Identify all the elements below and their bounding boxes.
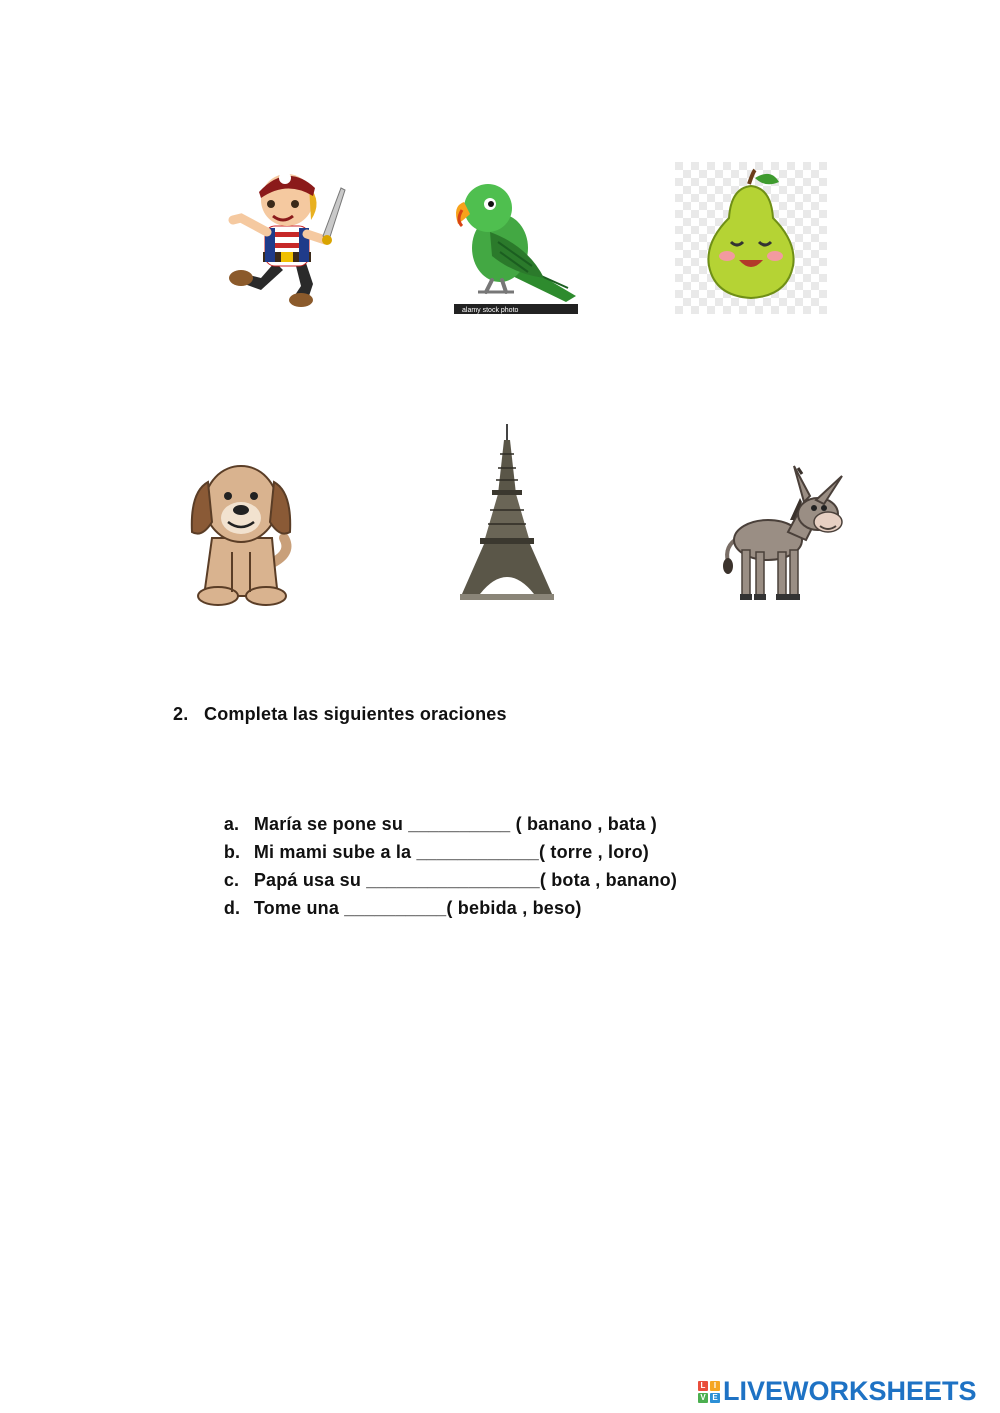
sentence-a: [203, 788, 677, 834]
eiffel-tower-image: [460, 424, 554, 602]
logo-letter-l: L: [698, 1381, 708, 1391]
pear-image: [675, 162, 827, 314]
logo-text: LIVEWORKSHEETS: [723, 1376, 977, 1406]
dog-illustration: [188, 452, 294, 606]
sentence-letter: d.: [223, 898, 241, 918]
donkey-illustration: [718, 462, 850, 602]
sentence-list: [203, 788, 678, 918]
pirate-illustration: [205, 150, 365, 310]
question-heading: [173, 704, 507, 725]
parrot-illustration: [448, 176, 580, 316]
sentence-text: Tome una __________( bebida , beso): [253, 898, 582, 918]
pear-illustration: [675, 162, 827, 314]
parrot-caption: alamy stock photo: [462, 307, 519, 314]
logo-letter-v: V: [698, 1393, 708, 1403]
sentence-letter: b.: [223, 842, 241, 862]
sentence-letter: a.: [223, 814, 240, 834]
logo-mark-icon: [698, 1381, 720, 1403]
donkey-image: [718, 462, 850, 602]
logo-letter-i: I: [710, 1381, 720, 1391]
dog-image: [188, 452, 294, 606]
liveworksheets-logo: [698, 1376, 977, 1407]
pirate-image: [205, 150, 365, 310]
sentence-text: Mi mami sube a la ____________( torre , loro): [253, 842, 649, 862]
question-number: 2.: [173, 704, 189, 724]
eiffel-tower-illustration: [460, 424, 554, 602]
parrot-image: [448, 176, 580, 316]
question-title: Completa las siguientes oraciones: [204, 704, 507, 724]
sentence-text: María se pone su __________ ( banano , bata ): [253, 814, 657, 834]
sentence-letter: c.: [223, 870, 240, 890]
logo-letter-e: E: [710, 1393, 720, 1403]
sentence-text: Papá usa su _________________( bota , banano): [253, 870, 678, 890]
